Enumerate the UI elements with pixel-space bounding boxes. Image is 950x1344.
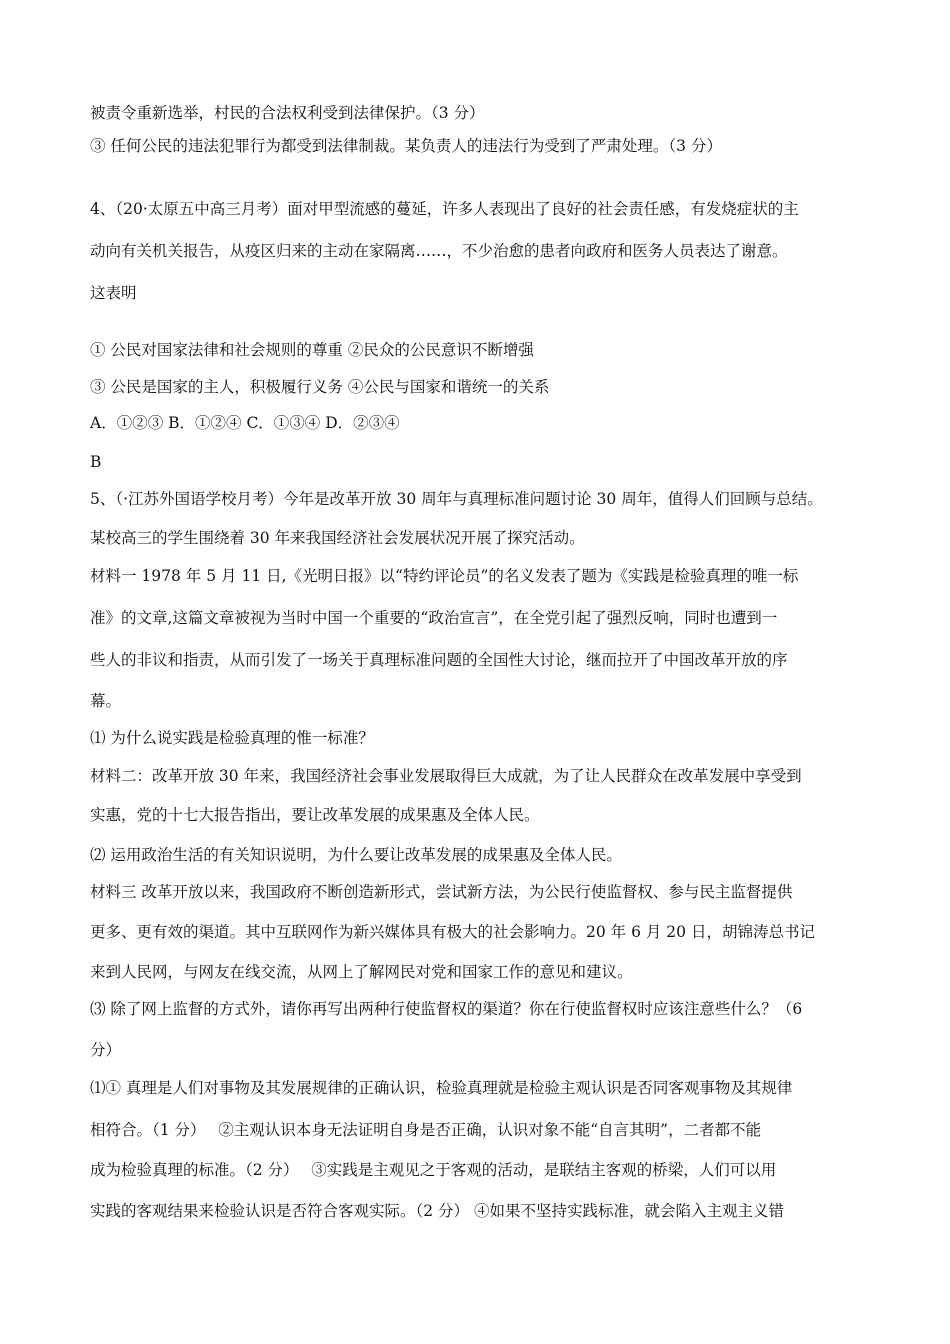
sub-question-2: ⑵ 运用政治生活的有关知识说明，为什么要让改革发展的成果惠及全体人民。 [90,846,622,864]
text-line: 分） [90,1041,122,1059]
text-line: 这表明 [90,284,137,302]
text-line: 被责令重新选举，村民的合法权利受到法律保护。（3 分） [90,104,485,122]
question-5-stem: 5、（·江苏外国语学校月考）今年是改革开放 30 周年与真理标准问题讨论 30 周年，值得人们回顾与总结。 [90,490,823,508]
sub-question-3: ⑶ 除了网上监督的方式外，请你再写出两种行使监督权的渠道？你在行使监督权时应该注意些什么？（6 [90,1000,803,1018]
text-line: 实惠，党的十七大报告指出，要让改革发展的成果惠及全体人民。 [90,806,540,824]
text-line: 更多、更有效的渠道。其中互联网作为新兴媒体具有极大的社会影响力。20 年 6 月 20 日，胡锦涛总书记 [90,923,815,941]
option-line: ③ 公民是国家的主人，积极履行义务 ④公民与国家和谐统一的关系 [90,378,550,396]
answer-1: ⑴① 真理是人们对事物及其发展规律的正确认识，检验真理就是检验主观认识是否同客观事物及其规律 [90,1079,793,1097]
text-line: 些人的非议和指责，从而引发了一场关于真理标准问题的全国性大讨论，继而拉开了中国改革开放的序 [90,651,788,669]
material-3: 材料三 改革开放以来，我国政府不断创造新形式，尝试新方法，为公民行使监督权、参与民主监督提供 [90,883,793,901]
material-2: 材料二：改革开放 30 年来，我国经济社会事业发展取得巨大成就，为了让人民群众在改革发展中享受到 [90,767,802,785]
text-line: 动向有关机关报告，从疫区归来的主动在家隔离……，不少治愈的患者向政府和医务人员表达了谢意。 [90,242,788,260]
text-line: 实践的客观结果来检验认识是否符合客观实际。（2 分） ④如果不坚持实践标准，就会陷入主观主义错 [90,1202,784,1220]
question-4-stem: 4、（20·太原五中高三月考）面对甲型流感的蔓延，许多人表现出了良好的社会责任感，有发烧症状的主 [90,200,799,218]
text-line: 相符合。（1 分） ②主观认识本身无法证明自身是否正确，认识对象不能“自言其明”，二者都不能 [90,1121,762,1139]
text-line: 成为检验真理的标准。（2 分） ③实践是主观见之于客观的活动，是联结主客观的桥梁，人们可以用 [90,1161,777,1179]
text-line: 准》的文章,这篇文章被视为当时中国一个重要的“政治宣言”，在全党引起了强烈反响，同时也遭到一 [90,609,778,627]
sub-question-1: ⑴ 为什么说实践是检验真理的惟一标准？ [90,729,374,747]
text-line: 某校高三的学生围绕着 30 年来我国经济社会发展状况开展了探究活动。 [90,529,585,547]
text-line: ③ 任何公民的违法犯罪行为都受到法律制裁。某负责人的违法行为受到了严肃处理。（3 分） [90,137,722,155]
option-line: ① 公民对国家法律和社会规则的尊重 ②民众的公民意识不断增强 [90,341,534,359]
material-1: 材料一 1978 年 5 月 11 日,《光明日报》以“特约评论员”的名义发表了题为《实践是检验真理的唯一标 [90,567,799,585]
text-line: 幕。 [90,692,122,710]
answer-key: B [90,453,102,471]
text-line: 来到人民网，与网友在线交流，从网上了解网民对党和国家工作的意见和建议。 [90,963,633,981]
answer-choices: A．①②③ B．①②④ C．①③④ D．②③④ [90,414,400,432]
